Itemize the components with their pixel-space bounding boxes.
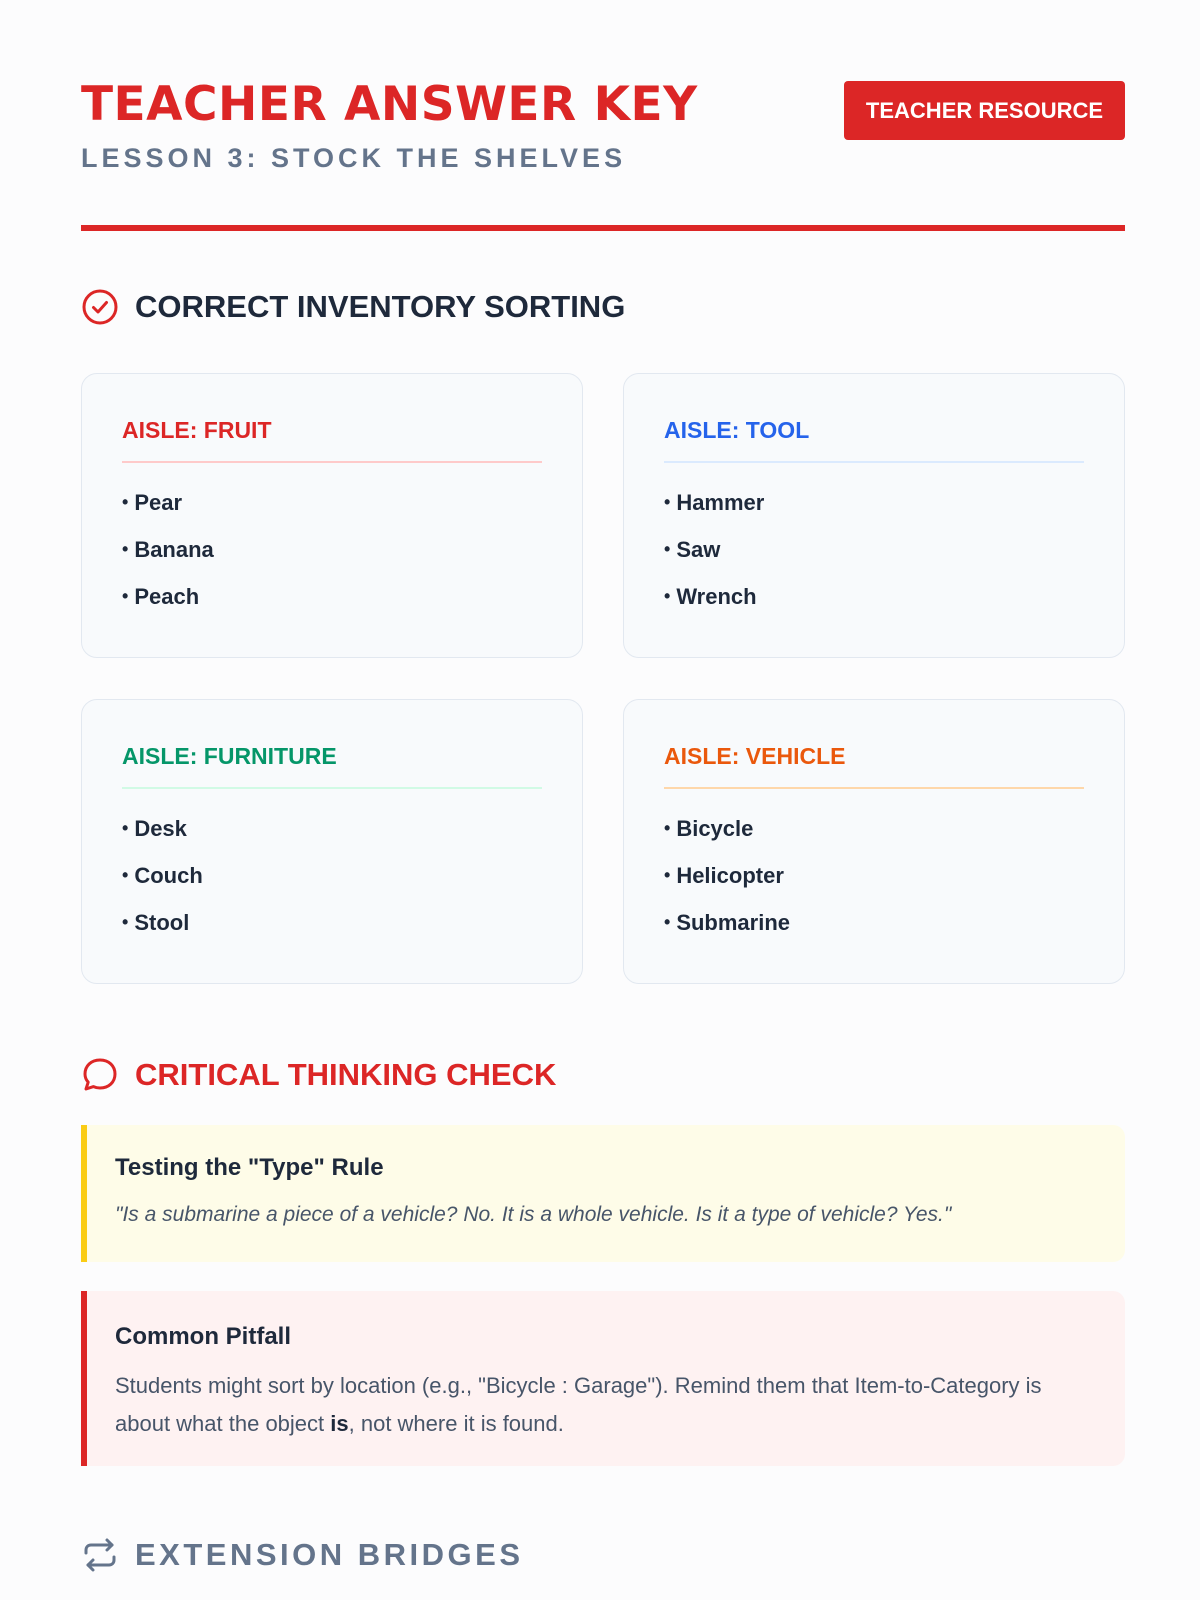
aisle-card-fruit <box>81 373 583 658</box>
list-item: • Saw <box>664 536 764 583</box>
section-title: CRITICAL THINKING CHECK <box>135 1057 557 1092</box>
list-item: • Wrench <box>664 583 764 630</box>
inventory-section-heading <box>81 287 625 327</box>
aisle-item-list <box>122 815 203 956</box>
aisle-label: AISLE: TOOL <box>664 417 810 443</box>
callout-title: Common Pitfall <box>115 1323 292 1350</box>
critical-thinking-heading <box>81 1055 556 1095</box>
list-item: • Helicopter <box>664 862 790 909</box>
list-item: • Peach <box>122 583 214 630</box>
header <box>81 78 1125 228</box>
callout-body-text: Students might sort by location (e.g., "Bicycle : Garage"). Remind them that Item-to-Category is about what the object <box>115 1373 1042 1436</box>
callout-title: Testing the "Type" Rule <box>115 1154 384 1181</box>
callout-quote: "Is a submarine a piece of a vehicle? No. It is a whole vehicle. Is it a type of vehicle? Yes." <box>115 1203 952 1226</box>
aisle-divider <box>122 787 542 789</box>
aisle-card-furniture <box>81 699 583 984</box>
aisle-item-list <box>664 815 790 956</box>
aisle-label: AISLE: VEHICLE <box>664 743 846 769</box>
aisle-item-list <box>122 489 214 630</box>
list-item: • Couch <box>122 862 203 909</box>
list-item: • Banana <box>122 536 214 583</box>
list-item: • Hammer <box>664 489 764 536</box>
callout-body-text: , not where it is found. <box>348 1411 564 1436</box>
aisle-card-tool <box>623 373 1125 658</box>
list-item: • Stool <box>122 909 203 956</box>
aisle-divider <box>122 461 542 463</box>
page-title: TEACHER ANSWER KEY <box>81 77 698 132</box>
header-divider <box>81 225 1125 231</box>
teacher-resource-badge: TEACHER RESOURCE <box>844 81 1125 140</box>
repeat-arrows-icon <box>81 1536 119 1574</box>
callout-body <box>115 1367 1097 1443</box>
aisle-card-vehicle <box>623 699 1125 984</box>
aisle-divider <box>664 787 1084 789</box>
list-item: • Desk <box>122 815 203 862</box>
aisle-label: AISLE: FRUIT <box>122 417 272 443</box>
check-circle-icon <box>81 288 119 326</box>
section-title: EXTENSION BRIDGES <box>135 1537 524 1572</box>
list-item: • Submarine <box>664 909 790 956</box>
callout-body-emphasis: is <box>330 1411 349 1436</box>
section-title: CORRECT INVENTORY SORTING <box>135 289 626 324</box>
list-item: • Bicycle <box>664 815 790 862</box>
aisle-label: AISLE: FURNITURE <box>122 743 337 769</box>
page-subtitle: LESSON 3: STOCK THE SHELVES <box>81 143 627 173</box>
type-rule-callout <box>81 1125 1125 1262</box>
list-item: • Pear <box>122 489 214 536</box>
aisle-item-list <box>664 489 764 630</box>
speech-bubble-icon <box>81 1056 119 1094</box>
common-pitfall-callout <box>81 1291 1125 1466</box>
answer-key-page <box>81 0 1125 1600</box>
aisle-divider <box>664 461 1084 463</box>
extension-bridges-heading <box>81 1535 524 1575</box>
